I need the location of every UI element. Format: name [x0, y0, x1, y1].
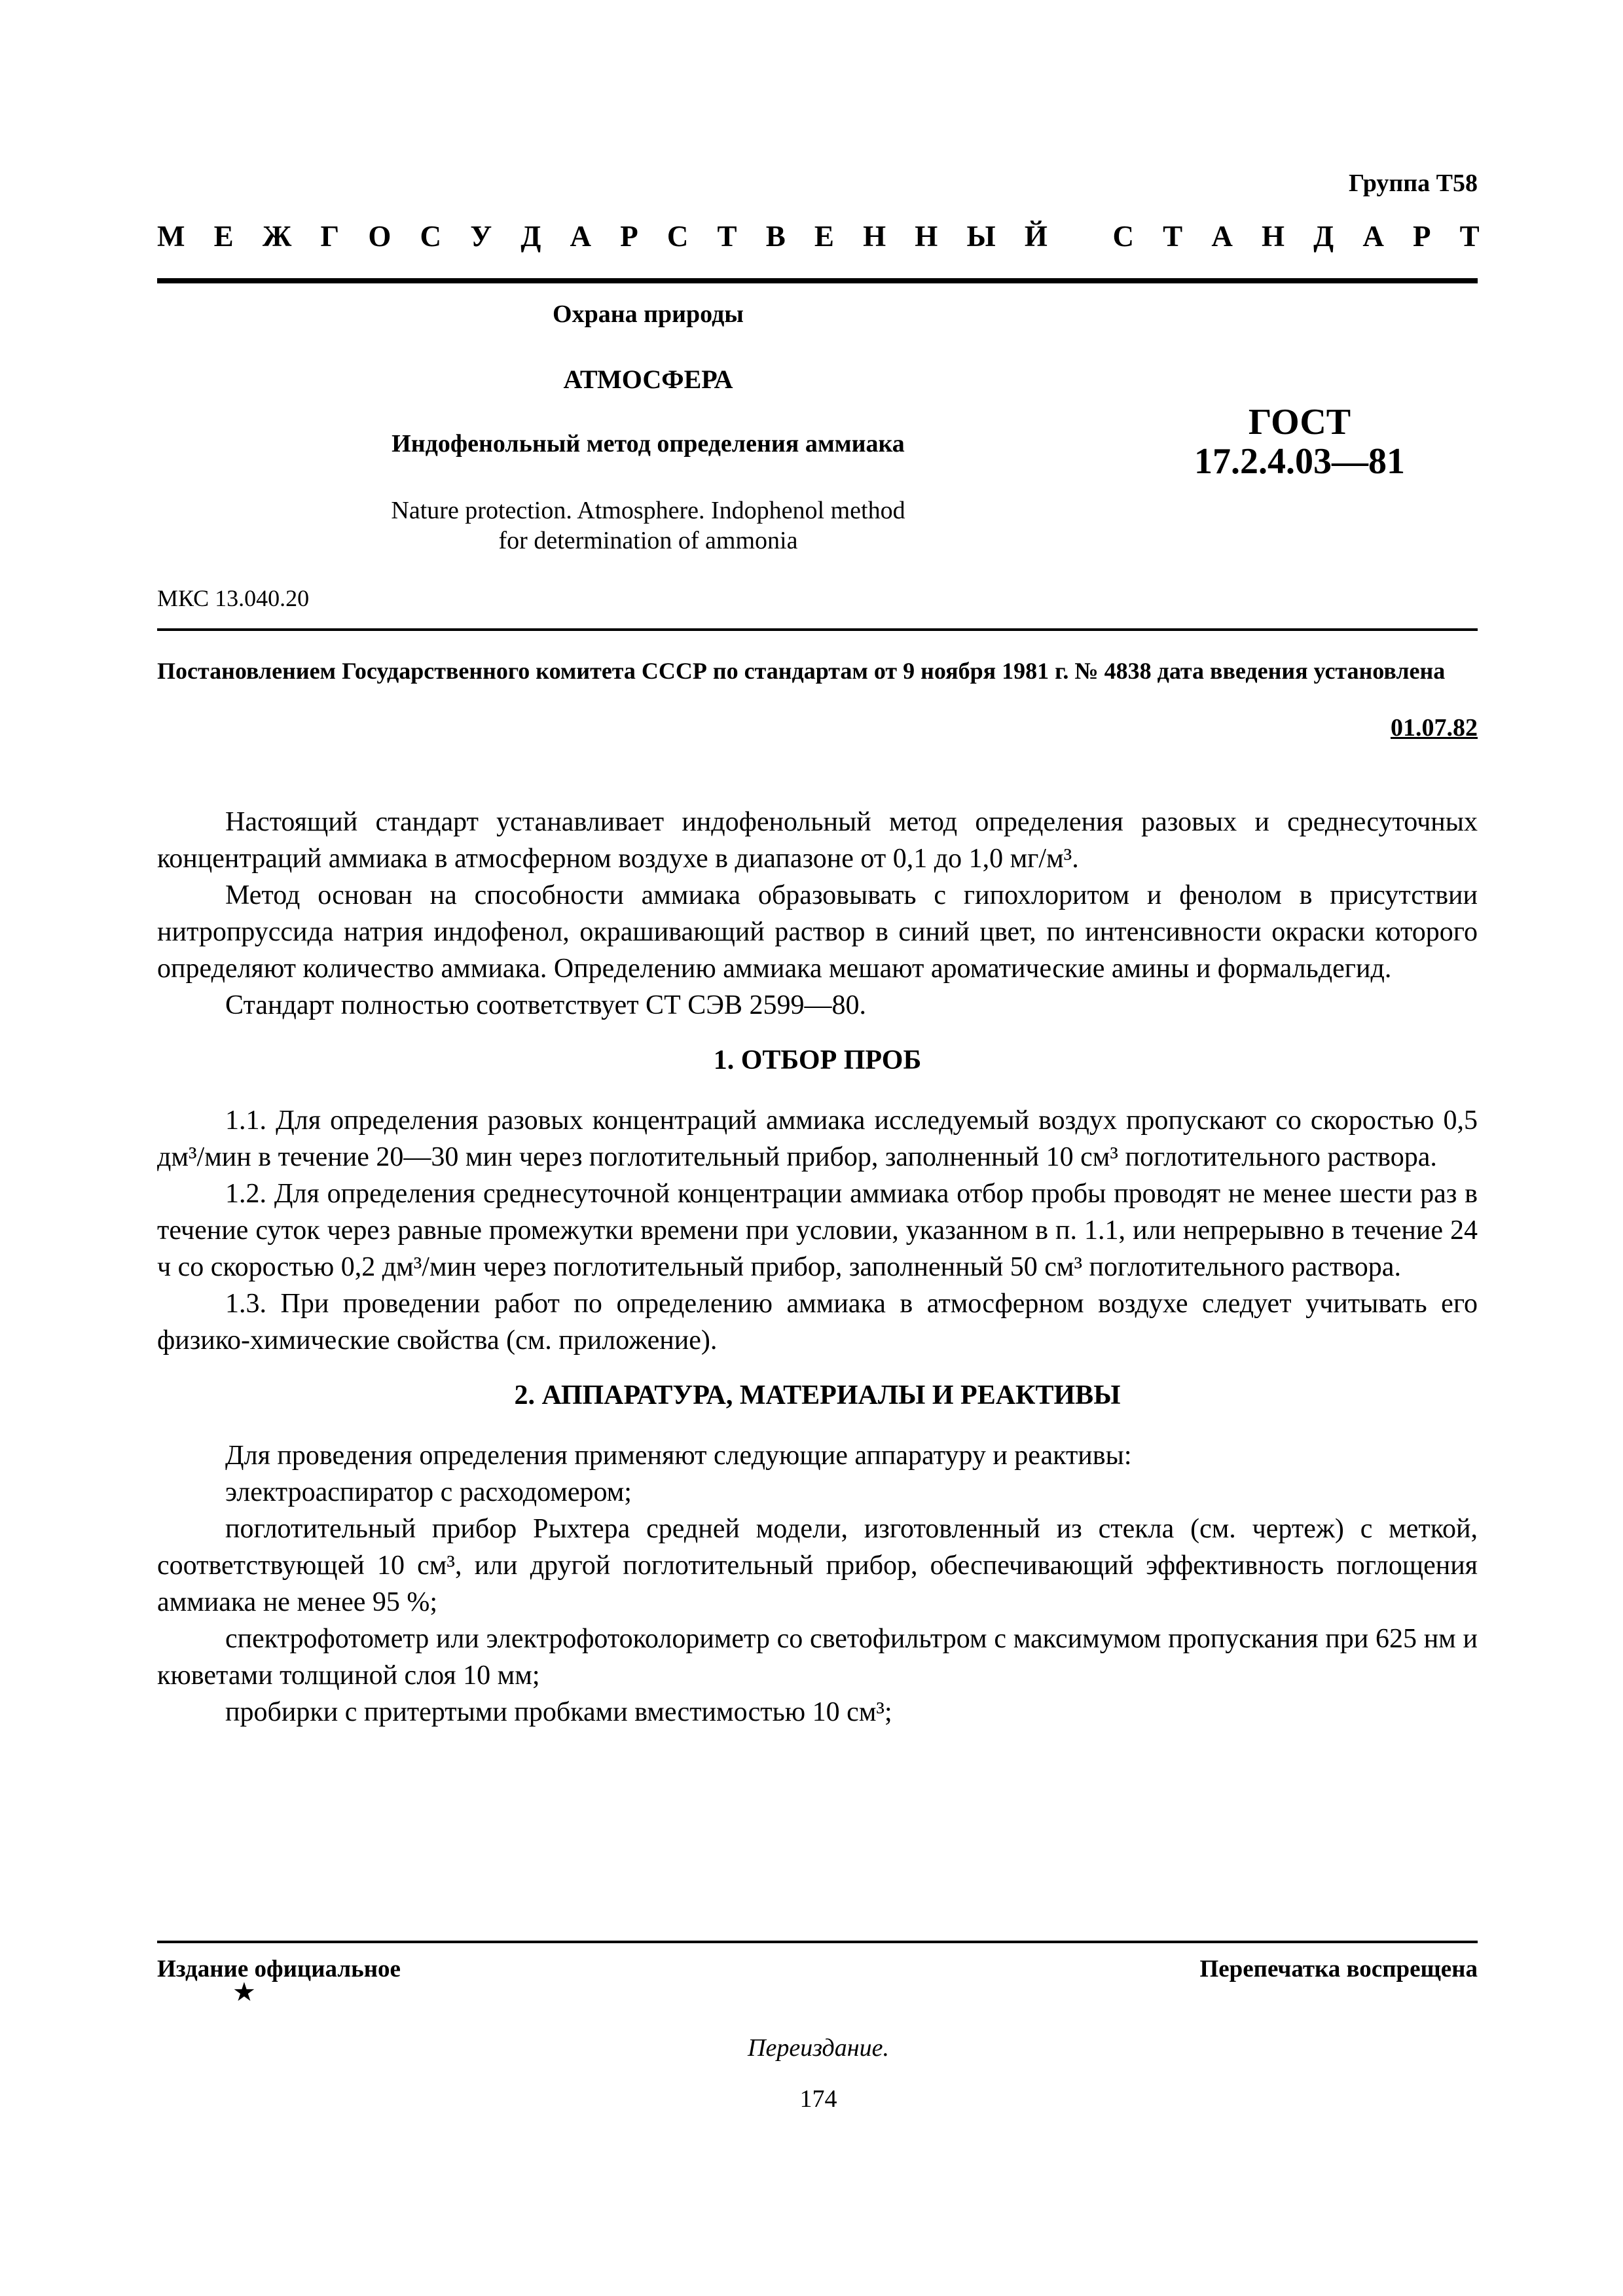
heading-letter: Т: [717, 220, 737, 253]
heading-letter: Р: [620, 220, 638, 253]
heading-letter: Е: [814, 220, 834, 253]
heading-letter: Ж: [262, 220, 292, 253]
heading-letter: Т: [1163, 220, 1183, 253]
heading-letter: Д: [520, 220, 541, 253]
heading-letter: Й: [1024, 220, 1048, 253]
section-2-paragraph: поглотительный прибор Рыхтера средней модели, изготовленный из стекла (см. чертеж) с меткой, соответствующей 10 см³, или другой поглотительный прибор, обеспечивающий эффективность поглощения аммиака не менее 95 %;: [157, 1514, 1478, 1617]
footer-rule: [157, 1941, 1478, 1943]
heading-letter: А: [1362, 220, 1384, 253]
heading-letter: М: [157, 220, 185, 253]
english-title-line-1: Nature protection. Atmosphere. Indophenol method: [391, 497, 905, 524]
reprint-prohibited-label: Перепечатка воспрещена: [1199, 1956, 1478, 1982]
section-2-paragraph: пробирки с притертыми пробками вместимостью 10 см³;: [225, 1697, 892, 1727]
heading-letter: У: [470, 220, 492, 253]
heading-letter: Е: [213, 220, 234, 253]
heading-letter: Д: [1313, 220, 1334, 253]
mid-rule: [157, 628, 1478, 631]
star-icon: ★: [232, 1977, 256, 2007]
title-line-3: Индофенольный метод определения аммиака: [392, 430, 905, 457]
section-1-paragraph: 1.2. Для определения среднесуточной концентрации аммиака отбор пробы проводят не менее шести раз в течение суток через равные промежутки времени при условии, указанном в п. 1.1, или непрерывно в течение 24 ч со скоростью 0,2 дм³/мин через поглотительный прибор, заполненный 50 см³ поглотительного раствора.: [157, 1179, 1478, 1282]
heading-letter: В: [765, 220, 786, 253]
heading-letter: Ы: [966, 220, 996, 253]
heading-letter: А: [570, 220, 592, 253]
section-1-heading: 1. ОТБОР ПРОБ: [713, 1045, 922, 1075]
heading-letter: [1076, 219, 1084, 253]
heading-letter: Т: [1459, 220, 1480, 253]
english-title-line-2: for determination of ammonia: [498, 527, 798, 554]
decree-text: Постановлением Государственного комитета СССР по стандартам от 9 ноября 1981 г. № 4838 дата введения установлена: [157, 658, 1446, 684]
section-2-paragraph: электроаспиратор с расходомером;: [225, 1477, 632, 1507]
section-2-paragraph: спектрофотометр или электрофотоколориметр со светофильтром с максимумом пропускания при 625 нм и кюветами толщиной слоя 10 мм;: [157, 1624, 1478, 1691]
gost-number: 17.2.4.03—81: [1194, 441, 1405, 482]
section-2-paragraph: Для проведения определения применяют следующие аппаратуру и реактивы:: [225, 1441, 1132, 1471]
reissue-note: Переиздание.: [748, 2034, 889, 2062]
gost-designation: [1165, 403, 1434, 481]
heading-letter: Н: [915, 220, 938, 253]
official-edition-label: Издание официальное: [157, 1956, 401, 1982]
title-line-2: АТМОСФЕРА: [563, 365, 733, 394]
heading-letter: Р: [1412, 220, 1431, 253]
heading-letter: Н: [863, 220, 886, 253]
heading-letter: С: [1112, 220, 1134, 253]
gost-label: ГОСТ: [1248, 402, 1351, 442]
heading-letter: С: [666, 220, 689, 253]
standard-type-heading: [157, 219, 1480, 253]
section-1-paragraph: 1.1. Для определения разовых концентраций аммиака исследуемый воздух пропускают со скоростью 0,5 дм³/мин в течение 20—30 мин через поглотительный прибор, заполненный 10 см³ поглотительного раствора.: [157, 1105, 1478, 1172]
mks-code: МКС 13.040.20: [157, 585, 310, 611]
heading-letter: С: [420, 220, 442, 253]
section-1-paragraph: 1.3. При проведении работ по определению аммиака в атмосферном воздухе следует учитывать его физико-химические свойства (см. приложение).: [157, 1289, 1478, 1355]
title-line-1: Охрана природы: [553, 300, 744, 328]
introduction-date: 01.07.82: [1391, 714, 1478, 742]
page-number: 174: [799, 2085, 837, 2113]
group-code: Группа Т58: [1348, 170, 1478, 197]
section-2-heading: 2. АППАРАТУРА, МАТЕРИАЛЫ И РЕАКТИВЫ: [514, 1380, 1121, 1410]
top-rule: [157, 278, 1478, 283]
intro-paragraph: Метод основан на способности аммиака образовывать с гипохлоритом и фенолом в присутствии нитропруссида натрия индофенол, окрашивающий раствор в синий цвет, по интенсивности окраски которого определяют количество аммиака. Определению аммиака мешают ароматические амины и формальдегид.: [157, 880, 1478, 984]
heading-letter: Н: [1261, 220, 1285, 253]
heading-letter: О: [368, 220, 392, 253]
heading-letter: Г: [320, 220, 340, 253]
intro-paragraph: Настоящий стандарт устанавливает индофенольный метод определения разовых и среднесуточных концентраций аммиака в атмосферном воздухе в диапазоне от 0,1 до 1,0 мг/м³.: [157, 807, 1478, 874]
intro-paragraph: Стандарт полностью соответствует СТ СЭВ 2599—80.: [225, 990, 866, 1020]
heading-letter: А: [1211, 220, 1233, 253]
body-text: [157, 804, 1478, 1731]
